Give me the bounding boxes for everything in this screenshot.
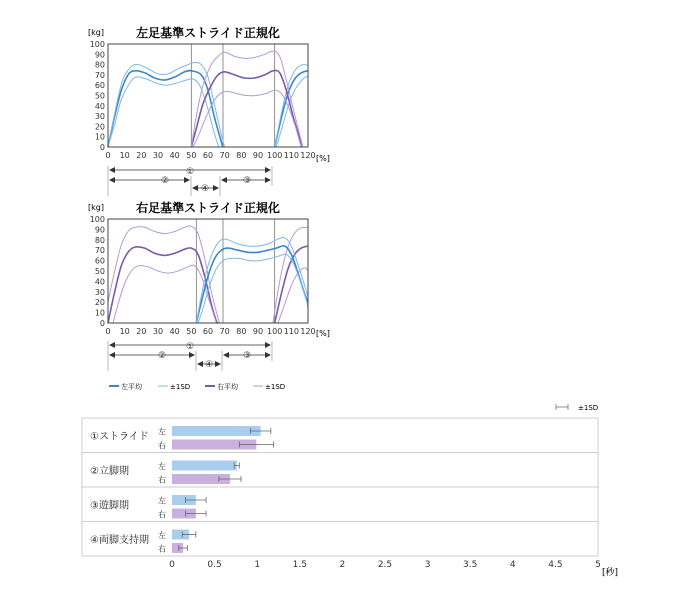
chart1-y-tick-10: 100 — [89, 40, 105, 49]
bar-category-label-3: ④両脚支持期 — [90, 534, 149, 546]
chart2-phase-3-label: ③ — [242, 351, 252, 361]
bar-x-tick-9: 4.5 — [548, 560, 563, 570]
bar-x-tick-3: 1.5 — [292, 560, 307, 570]
chart2-y-tick-1: 10 — [94, 308, 105, 318]
bar-x-unit: [秒] — [602, 568, 619, 578]
chart1-y-tick-5: 50 — [94, 91, 105, 101]
chart2-x-ticks — [105, 327, 315, 336]
chart2-x-tick-12: 120 — [300, 327, 316, 336]
chart1-x-tick-12: 120 — [300, 151, 316, 160]
duration-bar-chart — [82, 404, 618, 578]
chart2-x-tick-5: 50 — [186, 327, 197, 336]
chart1-y-tick-6: 60 — [94, 81, 105, 91]
chart2-y-tick-8: 80 — [94, 235, 105, 245]
chart1-phase-4-label: ④ — [200, 184, 210, 194]
chart1-y-tick-9: 90 — [94, 50, 105, 60]
chart2-series-left-sd-8 — [198, 254, 308, 323]
bar-x-tick-8: 4 — [509, 560, 516, 570]
chart2-x-tick-10: 100 — [267, 327, 283, 336]
chart1-phase-3-label: ③ — [242, 176, 252, 186]
bar-series-label-2-0: 左 — [158, 496, 166, 506]
bar-x-tick-0: 0 — [169, 560, 175, 570]
chart1-y-tick-0: 0 — [99, 143, 105, 152]
error-bar-legend — [556, 404, 598, 412]
bar-x-ticks — [169, 560, 601, 570]
chart1-x-tick-2: 20 — [136, 151, 147, 160]
chart2-phase-1-label: ① — [185, 342, 195, 352]
bar-series-label-2-1: 右 — [158, 510, 166, 519]
chart1-series — [108, 51, 308, 147]
bar-category-label-1: ②立脚期 — [90, 465, 129, 477]
chart2-y-tick-3: 30 — [94, 287, 105, 297]
chart2-phase-2-label: ② — [157, 351, 167, 361]
chart1-title: 左足基準ストライド正規化 — [136, 26, 280, 40]
bar-series-label-1-1: 右 — [158, 475, 166, 485]
chart2-x-tick-2: 20 — [136, 327, 147, 336]
chart2-phase-annotations — [108, 341, 272, 371]
chart1-series-left-mean-0 — [108, 71, 223, 147]
bar-1-0 — [172, 461, 237, 471]
chart2-phase-4-label: ④ — [204, 360, 214, 370]
chart2-series-right-sd-5 — [278, 268, 308, 323]
chart2-x-tick-1: 10 — [119, 327, 130, 336]
chart1-phase-annotations — [108, 166, 272, 196]
chart2-y-tick-5: 50 — [94, 267, 105, 276]
chart2-x-tick-8: 80 — [236, 327, 247, 336]
chart2-y-ticks — [90, 215, 105, 328]
chart2-phase-lines — [196, 219, 274, 323]
legend-right-sd-label: ±1SD — [265, 383, 286, 391]
bar-x-tick-10: 5 — [595, 560, 601, 570]
chart1-x-tick-11: 110 — [283, 151, 299, 160]
chart1-x-tick-5: 50 — [186, 151, 197, 160]
chart1-y-ticks — [90, 40, 105, 152]
chart1-y-unit: [kg] — [88, 28, 104, 37]
bar-category-label-0: ①ストライド — [90, 431, 149, 443]
chart2-y-tick-0: 0 — [99, 319, 105, 328]
bar-rows — [90, 426, 273, 554]
chart2-y-tick-10: 100 — [89, 215, 105, 224]
chart2-x-unit: [%] — [316, 329, 330, 338]
chart1-x-tick-8: 80 — [236, 151, 247, 160]
bar-x-tick-1: 0.5 — [207, 560, 222, 570]
chart2-x-tick-7: 70 — [219, 327, 230, 336]
chart2-y-tick-9: 90 — [94, 225, 105, 235]
bar-series-label-1-0: 左 — [158, 462, 166, 471]
legend-left-sd-label: ±1SD — [170, 383, 191, 391]
bar-x-tick-4: 2 — [339, 560, 346, 570]
chart1-y-tick-4: 40 — [94, 101, 105, 111]
chart1-x-tick-3: 30 — [152, 151, 164, 160]
chart1-x-tick-7: 70 — [219, 151, 230, 160]
chart1-y-tick-2: 20 — [94, 122, 105, 132]
chart2-x-tick-6: 60 — [202, 327, 214, 336]
bar-category-label-2: ③遊脚期 — [90, 500, 129, 512]
chart2-x-tick-11: 110 — [283, 327, 299, 336]
line-legend — [109, 382, 285, 391]
chart2-x-tick-3: 30 — [152, 327, 164, 336]
chart1-x-tick-6: 60 — [202, 151, 214, 160]
right-stride-chart — [88, 200, 330, 338]
chart2-y-tick-2: 20 — [94, 298, 105, 308]
chart1-series-left-sd-2 — [108, 77, 220, 147]
bar-series-label-3-1: 右 — [158, 544, 166, 554]
chart1-y-tick-3: 30 — [94, 112, 105, 122]
chart1-phase-1-label: ① — [185, 167, 195, 177]
bar-series-label-0-0: 左 — [158, 427, 166, 437]
chart2-title: 右足基準ストライド正規化 — [136, 201, 280, 215]
left-stride-chart — [88, 25, 330, 163]
chart2-series — [108, 226, 308, 323]
chart1-x-unit: [%] — [316, 154, 330, 163]
chart1-y-tick-1: 10 — [94, 132, 105, 142]
chart2-x-tick-9: 90 — [252, 327, 264, 336]
chart1-x-tick-0: 0 — [105, 151, 111, 160]
chart1-x-ticks — [105, 151, 315, 160]
error-bar-legend-label: ±1SD — [578, 404, 599, 412]
chart1-y-tick-8: 80 — [94, 60, 105, 70]
legend-left-mean-label: 左平均 — [121, 383, 142, 391]
chart1-series-left-sd-1 — [108, 62, 225, 147]
chart2-y-tick-6: 60 — [94, 256, 105, 266]
chart1-y-tick-7: 70 — [94, 70, 105, 80]
chart2-y-unit: [kg] — [88, 203, 104, 212]
chart2-y-tick-7: 70 — [94, 246, 105, 256]
chart2-y-tick-4: 40 — [94, 277, 105, 287]
bar-0-0 — [172, 426, 261, 436]
bar-x-tick-2: 1 — [254, 560, 261, 570]
bar-series-label-0-1: 右 — [158, 441, 166, 450]
bar-x-tick-7: 3.5 — [463, 560, 478, 570]
legend-right-mean-label: 右平均 — [217, 383, 238, 391]
bar-x-tick-5: 2.5 — [377, 560, 393, 570]
bar-series-label-3-0: 左 — [158, 531, 166, 540]
chart2-x-tick-4: 40 — [169, 327, 180, 336]
bar-x-tick-6: 3 — [424, 560, 431, 570]
chart1-x-tick-10: 100 — [267, 151, 283, 160]
chart1-x-tick-9: 90 — [252, 151, 264, 160]
chart1-x-tick-1: 10 — [119, 151, 130, 160]
chart1-phase-2-label: ② — [160, 176, 170, 186]
chart2-x-tick-0: 0 — [105, 327, 111, 336]
chart1-x-tick-4: 40 — [169, 151, 180, 160]
